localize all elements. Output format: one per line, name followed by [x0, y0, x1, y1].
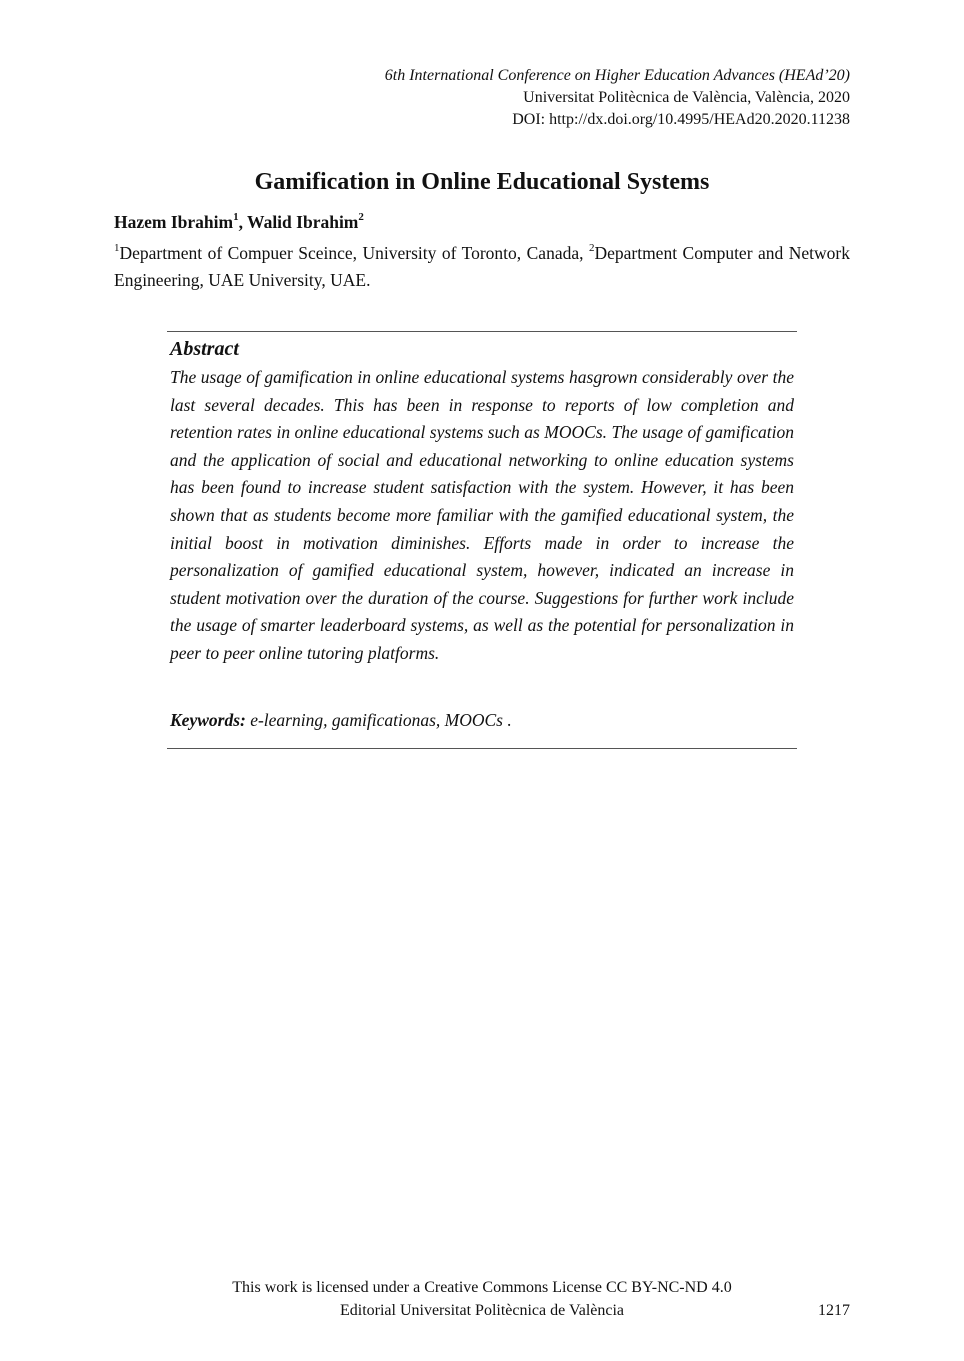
abstract-bottom-rule	[167, 748, 797, 749]
author-separator: ,	[238, 212, 248, 232]
conference-venue: Universitat Politècnica de València, València, 2020	[523, 89, 850, 106]
affiliation-marker: 2	[358, 211, 364, 224]
affiliation-marker: 1	[114, 242, 120, 255]
license-notice: This work is licensed under a Creative Commons License CC BY-NC-ND 4.0	[232, 1279, 732, 1296]
abstract-text: The usage of gamification in online educational systems hasgrown considerably over the last several decades. This has been in response to reports of low completion and retention rates in online educational systems such as MOOCs. The usage of gamification and the application of social and educational networking to online education systems has been found to increase student satisfaction with the system. However, it has been shown that as students become more familiar with the gamified educational system, the initial boost in motivation diminishes. Efforts made in order to increase the personalization of gamified educational system, however, indicated an increase in student motivation over the duration of the course. Suggestions for further work include the usage of smarter leaderboard systems, as well as the potential for personalization in peer to peer online tutoring platforms.	[170, 367, 794, 663]
keywords-label: Keywords:	[170, 710, 246, 730]
affiliation-marker: 1	[233, 211, 239, 224]
publisher-name: Editorial Universitat Politècnica de València	[339, 1302, 625, 1319]
keywords	[170, 707, 512, 733]
author-name: Walid Ibrahim	[247, 212, 359, 232]
page-number: 1217	[818, 1302, 850, 1319]
author-list	[114, 210, 364, 234]
affiliation-marker: 2	[588, 242, 595, 255]
doi-line: DOI: http://dx.doi.org/10.4995/HEAd20.2020.11238	[512, 111, 850, 128]
paper-title: Gamification in Online Educational Systems	[254, 169, 710, 195]
running-header	[385, 65, 850, 131]
abstract-heading: Abstract	[170, 338, 239, 360]
keywords-value: e-learning, gamificationas, MOOCs .	[245, 710, 512, 730]
abstract-top-rule	[167, 331, 797, 332]
affiliation-text: Department Computer and Network Engineering, UAE University, UAE.	[114, 243, 850, 290]
author-name: Hazem Ibrahim	[114, 212, 234, 232]
affiliations	[114, 240, 850, 294]
conference-name: 6th International Conference on Higher Education Advances (HEAd’20)	[384, 67, 850, 84]
affiliation-text: Department of Compuer Sceince, University of Toronto, Canada,	[119, 243, 589, 263]
